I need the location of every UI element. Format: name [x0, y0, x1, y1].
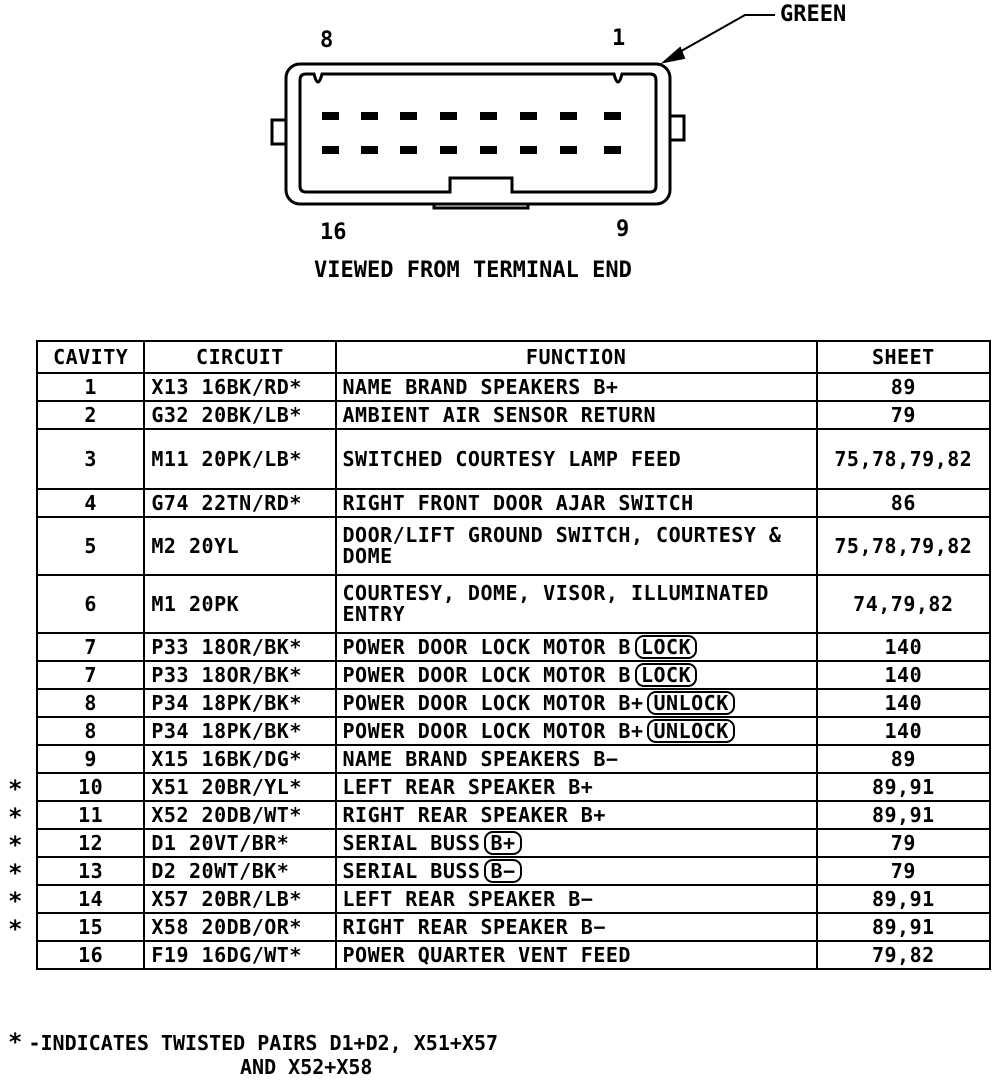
circuit-cell: M2 20YL	[144, 517, 335, 575]
cavity-cell: 4	[37, 489, 144, 517]
sheet-cell: 89,91	[817, 801, 990, 829]
footnote-marker: *	[8, 1028, 23, 1056]
terminal-slot-top-3	[400, 112, 417, 120]
cavity-cell: 2	[37, 401, 144, 429]
function-cell	[336, 689, 817, 717]
sheet-cell: 89,91	[817, 773, 990, 801]
function-cell	[336, 429, 817, 489]
table-row	[37, 489, 990, 517]
table-row	[37, 429, 990, 489]
connector-face-diagram	[0, 0, 1008, 300]
function-text: RIGHT REAR SPEAKER B+	[342, 802, 606, 827]
sheet-cell: 140	[817, 661, 990, 689]
cavity-cell: 10	[37, 773, 144, 801]
function-text: LEFT REAR SPEAKER B−	[342, 886, 594, 911]
cavity-cell: 14	[37, 885, 144, 913]
circuit-cell: P34 18PK/BK*	[144, 689, 335, 717]
terminal-slot-top-4	[440, 112, 457, 120]
function-text: POWER QUARTER VENT FEED	[342, 942, 631, 967]
header-cavity: CAVITY	[37, 341, 144, 373]
terminal-slot-top-8	[604, 112, 621, 120]
header-sheet: SHEET	[817, 341, 990, 373]
table-row	[37, 885, 990, 913]
circuit-cell: X13 16BK/RD*	[144, 373, 335, 401]
cavity-table	[36, 340, 991, 970]
sheet-cell: 140	[817, 689, 990, 717]
table-row	[37, 689, 990, 717]
terminal-slot-top-5	[480, 112, 497, 120]
twisted-pair-marker: *	[8, 775, 23, 803]
cavity-cell: 15	[37, 913, 144, 941]
terminal-slot-bottom-4	[440, 146, 457, 154]
circuit-cell: P33 18OR/BK*	[144, 661, 335, 689]
circuit-cell: F19 16DG/WT*	[144, 941, 335, 969]
terminal-slot-top-6	[520, 112, 537, 120]
circuit-cell: X52 20DB/WT*	[144, 801, 335, 829]
cavity-table-body	[37, 373, 990, 969]
cavity-cell: 13	[37, 857, 144, 885]
table-row	[37, 717, 990, 745]
function-text: RIGHT REAR SPEAKER B−	[342, 914, 606, 939]
circuit-cell: X58 20DB/OR*	[144, 913, 335, 941]
function-cell	[336, 575, 817, 633]
sheet-cell: 140	[817, 717, 990, 745]
function-cell	[336, 801, 817, 829]
table-header-row	[37, 341, 990, 373]
function-text: POWER DOOR LOCK MOTOR B	[342, 635, 631, 659]
function-text: NAME BRAND SPEAKERS B−	[342, 746, 619, 771]
function-text: COURTESY, DOME, VISOR, ILLUMINATED ENTRY	[342, 581, 769, 626]
function-cell	[336, 857, 817, 885]
table-row	[37, 575, 990, 633]
sheet-cell: 79	[817, 401, 990, 429]
connector-body	[272, 64, 684, 208]
function-tag: UNLOCK	[647, 691, 734, 715]
function-cell	[336, 829, 817, 857]
circuit-cell: P34 18PK/BK*	[144, 717, 335, 745]
footnote-line-1: -INDICATES TWISTED PAIRS D1+D2, X51+X57	[28, 1031, 499, 1055]
circuit-cell: X51 20BR/YL*	[144, 773, 335, 801]
terminal-slot-bottom-5	[480, 146, 497, 154]
color-label: GREEN	[780, 2, 847, 27]
circuit-cell: G32 20BK/LB*	[144, 401, 335, 429]
terminal-slot-bottom-8	[604, 146, 621, 154]
cavity-cell: 3	[37, 429, 144, 489]
view-caption: VIEWED FROM TERMINAL END	[314, 258, 632, 283]
header-circuit: CIRCUIT	[144, 341, 335, 373]
sheet-cell: 89,91	[817, 885, 990, 913]
cavity-cell: 1	[37, 373, 144, 401]
pin-8-label: 8	[320, 28, 334, 53]
function-text: POWER DOOR LOCK MOTOR B	[342, 663, 631, 687]
table-row	[37, 773, 990, 801]
cavity-cell: 5	[37, 517, 144, 575]
table-row	[37, 373, 990, 401]
function-text: SERIAL BUSS	[342, 831, 481, 855]
sheet-cell: 79	[817, 829, 990, 857]
function-tag: LOCK	[635, 663, 697, 687]
function-tag: LOCK	[635, 635, 697, 659]
circuit-cell: M1 20PK	[144, 575, 335, 633]
function-text: LEFT REAR SPEAKER B+	[342, 774, 594, 799]
sheet-cell: 75,78,79,82	[817, 429, 990, 489]
circuit-cell: M11 20PK/LB*	[144, 429, 335, 489]
footnote	[8, 1030, 498, 1079]
circuit-cell: X15 16BK/DG*	[144, 745, 335, 773]
table-row	[37, 401, 990, 429]
function-text: POWER DOOR LOCK MOTOR B+	[342, 719, 644, 743]
pin-1-label: 1	[612, 26, 626, 51]
terminal-slot-top-1	[322, 112, 339, 120]
circuit-cell: D2 20WT/BK*	[144, 857, 335, 885]
table-row	[37, 801, 990, 829]
terminal-slot-top-2	[361, 112, 378, 120]
function-text: DOOR/LIFT GROUND SWITCH, COURTESY & DOME	[342, 523, 782, 568]
table-row	[37, 857, 990, 885]
cavity-cell: 7	[37, 661, 144, 689]
function-tag: UNLOCK	[647, 719, 734, 743]
table-row	[37, 745, 990, 773]
function-cell	[336, 717, 817, 745]
color-leader-line	[664, 15, 775, 62]
function-cell	[336, 489, 817, 517]
terminal-slot-bottom-3	[400, 146, 417, 154]
function-text: SERIAL BUSS	[342, 859, 481, 883]
circuit-cell: P33 18OR/BK*	[144, 633, 335, 661]
function-cell	[336, 373, 817, 401]
function-cell	[336, 633, 817, 661]
terminal-slot-bottom-7	[560, 146, 577, 154]
cavity-cell: 9	[37, 745, 144, 773]
function-tag: B−	[484, 859, 521, 883]
sheet-cell: 86	[817, 489, 990, 517]
sheet-cell: 140	[817, 633, 990, 661]
pin-9-label: 9	[616, 217, 630, 242]
table-row	[37, 517, 990, 575]
header-function: FUNCTION	[336, 341, 817, 373]
sheet-cell: 79,82	[817, 941, 990, 969]
function-tag: B+	[484, 831, 521, 855]
twisted-pair-marker: *	[8, 887, 23, 915]
twisted-pair-marker: *	[8, 803, 23, 831]
pin-16-label: 16	[320, 220, 347, 245]
footnote-line-2: AND X52+X58	[240, 1055, 373, 1079]
table-row	[37, 633, 990, 661]
function-text: SWITCHED COURTESY LAMP FEED	[342, 446, 682, 471]
sheet-cell: 75,78,79,82	[817, 517, 990, 575]
function-text: RIGHT FRONT DOOR AJAR SWITCH	[342, 490, 694, 515]
table-row	[37, 941, 990, 969]
cavity-cell: 16	[37, 941, 144, 969]
circuit-cell: D1 20VT/BR*	[144, 829, 335, 857]
function-cell	[336, 661, 817, 689]
table-row	[37, 661, 990, 689]
sheet-cell: 79	[817, 857, 990, 885]
function-cell	[336, 745, 817, 773]
function-text: POWER DOOR LOCK MOTOR B+	[342, 691, 644, 715]
sheet-cell: 89,91	[817, 913, 990, 941]
terminal-slot-bottom-6	[520, 146, 537, 154]
twisted-pair-marker: *	[8, 915, 23, 943]
sheet-cell: 89	[817, 745, 990, 773]
terminal-slot-bottom-1	[322, 146, 339, 154]
terminal-slots	[322, 112, 621, 154]
twisted-pair-marker: *	[8, 859, 23, 887]
function-text: NAME BRAND SPEAKERS B+	[342, 374, 619, 399]
cavity-cell: 7	[37, 633, 144, 661]
terminal-slot-bottom-2	[361, 146, 378, 154]
function-cell	[336, 401, 817, 429]
table-row	[37, 829, 990, 857]
function-cell	[336, 517, 817, 575]
function-cell	[336, 773, 817, 801]
circuit-cell: X57 20BR/LB*	[144, 885, 335, 913]
cavity-cell: 11	[37, 801, 144, 829]
sheet-cell: 74,79,82	[817, 575, 990, 633]
function-cell	[336, 913, 817, 941]
cavity-cell: 12	[37, 829, 144, 857]
sheet-cell: 89	[817, 373, 990, 401]
cavity-cell: 6	[37, 575, 144, 633]
function-text: AMBIENT AIR SENSOR RETURN	[342, 402, 657, 427]
circuit-cell: G74 22TN/RD*	[144, 489, 335, 517]
function-cell	[336, 885, 817, 913]
cavity-cell: 8	[37, 717, 144, 745]
table-row	[37, 913, 990, 941]
function-cell	[336, 941, 817, 969]
twisted-pair-marker: *	[8, 831, 23, 859]
cavity-cell: 8	[37, 689, 144, 717]
terminal-slot-top-7	[560, 112, 577, 120]
